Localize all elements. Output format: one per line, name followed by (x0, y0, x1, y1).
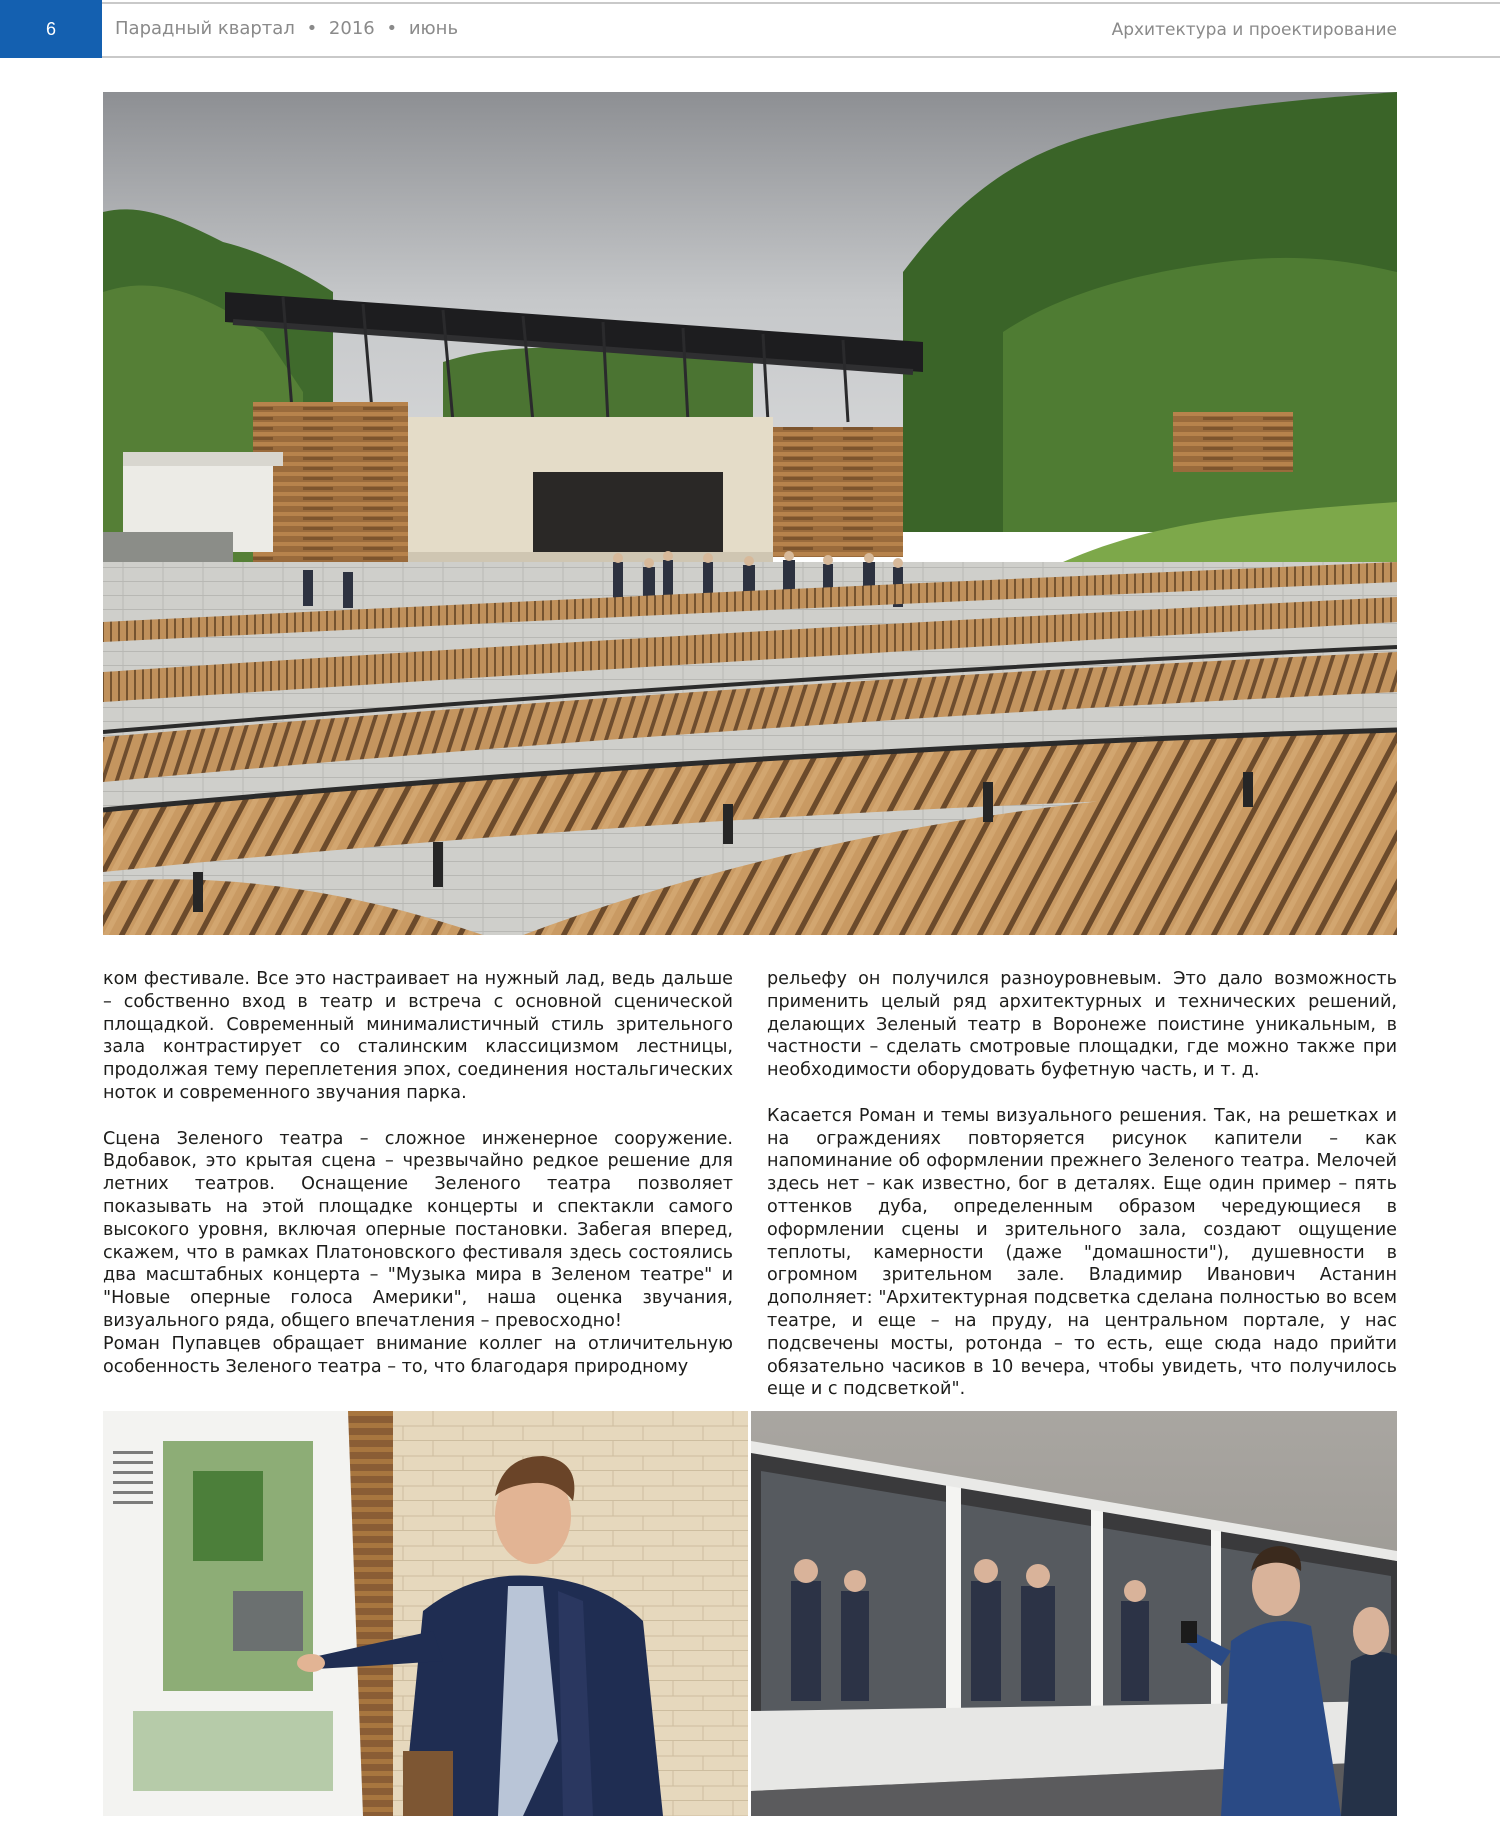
section-title: Архитектура и проектирование (1111, 20, 1397, 40)
magazine-title: Парадный квартал (115, 18, 295, 39)
separator-dot: • (306, 18, 318, 39)
paragraph: Сцена Зеленого театра – сложное инженерное сооружение. Вдобавок, это крытая сцена – чрезвычайно редкое решение для летних театров. Оснащение Зеленого театра позволяет показывать на этой площадке концерты и спектакли самого высокого уровня, включая оперные постановки. Забегая вперед, скажем, что в рамках Платоновского фестиваля здесь состоялись два масштабных концерта – "Музыка мира в Зеленом театре" и "Новые оперные голоса Америки", наша оценка звучания, визуального ряда, общего впечатления – превосходно! (103, 1128, 733, 1331)
presenter-photo (103, 1411, 748, 1816)
paragraph: Касается Роман и темы визуального решения. Так, на решетках и на ограждениях повторяется рисунок капители – как напоминание об оформлении прежнего Зеленого театра. Мелочей здесь нет – как известно, бог в деталях. Еще один пример – пять оттенков дуба, определенным образом чередующиеся в оформлении сцены и зрительного зала, создают ощущение теплоты, камерности (даже "домашности"), душевности в огромном зрительном зале. Владимир Иванович Астанин дополняет: "Архитектурная подсветка сделана полностью во всем театре, и еще – на пруду, на центральном портале, у нас подсвечены мосты, ротонда – то есть, еще сюда надо прийти обязательно часиков в 10 вечера, чтобы увидеть, что получилось еще и с подсветкой". (767, 1105, 1397, 1400)
header-rule-top (102, 2, 1500, 4)
page-number: 6 (0, 0, 102, 58)
header-rule-bottom (102, 56, 1500, 58)
amphitheater-photo (103, 92, 1397, 935)
paragraph: ком фестивале. Все это настраивает на нужный лад, ведь дальше – собственно вход в театр и встреча с основной сценической площадкой. Современный минималистичный стиль зрительного зала контрастирует со сталинским классицизмом лестницы, продолжая тему переплетения эпох, соединения ностальгических ноток и современного звучания парка. (103, 969, 733, 1103)
page-header (0, 0, 1500, 58)
paragraph: рельефу он получился разноуровневым. Это дало возможность применить целый ряд архитектурных и технических решений, делающих Зеленый театр в Воронеже поистине уникальным, в частности – сделать смотровые площадки, где можно также при необходимости оборудовать буфетную часть, и т. д. (767, 969, 1397, 1081)
running-head (115, 18, 458, 39)
issue-month: июнь (408, 18, 459, 39)
window-visitors-photo (751, 1411, 1397, 1816)
article-column-right (767, 968, 1397, 1401)
separator-dot: • (386, 18, 398, 39)
paragraph: Роман Пупавцев обращает внимание коллег на отличительную особенность Зеленого театра – то, что благодаря природному (103, 1333, 733, 1377)
article-column-left (103, 968, 733, 1378)
issue-year: 2016 (328, 18, 375, 39)
